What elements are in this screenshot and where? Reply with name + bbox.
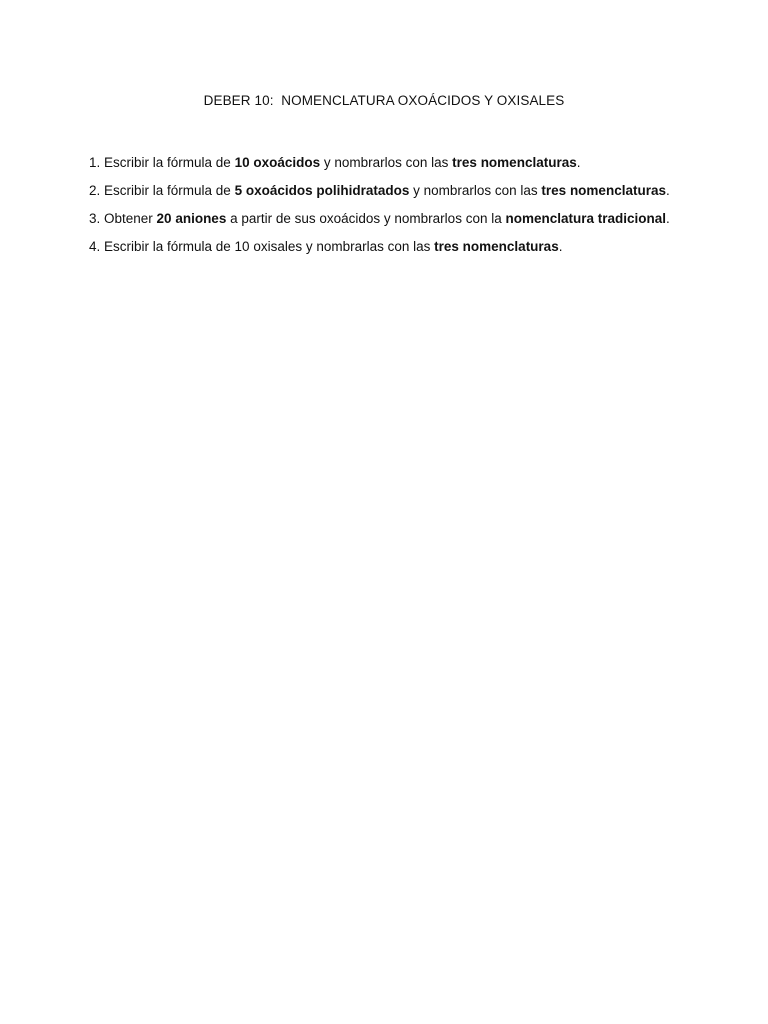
task-text: 1. Escribir la fórmula de (89, 155, 235, 170)
task-emphasis: 5 oxoácidos polihidratados (234, 183, 410, 198)
document-title: DEBER 10: NOMENCLATURA OXOÁCIDOS Y OXISALES (203, 93, 565, 108)
task-emphasis: tres nomenclaturas (434, 239, 559, 254)
task-item-3 (89, 205, 670, 233)
task-list (89, 149, 670, 261)
task-text: . (558, 239, 563, 254)
task-text: y nombrarlos con las (320, 155, 453, 170)
task-emphasis: 20 aniones (156, 211, 227, 226)
task-text: 3. Obtener (89, 211, 157, 226)
task-text: . (666, 211, 670, 226)
task-text: 2. Escribir la fórmula de (89, 183, 235, 198)
task-text: a partir de sus oxoácidos y nombrarlos con la (226, 211, 506, 226)
task-text: . (576, 155, 581, 170)
task-item-2 (89, 177, 670, 205)
task-emphasis: tres nomenclaturas (541, 183, 666, 198)
task-emphasis: nomenclatura tradicional (505, 211, 667, 226)
task-item-1 (89, 149, 670, 177)
task-item-4 (89, 233, 670, 261)
task-emphasis: tres nomenclaturas (452, 155, 577, 170)
task-text: 4. Escribir la fórmula de 10 oxisales y nombrarlas con las (89, 239, 435, 254)
task-text: . (665, 183, 670, 198)
task-text: y nombrarlos con las (409, 183, 542, 198)
task-emphasis: 10 oxoácidos (234, 155, 321, 170)
